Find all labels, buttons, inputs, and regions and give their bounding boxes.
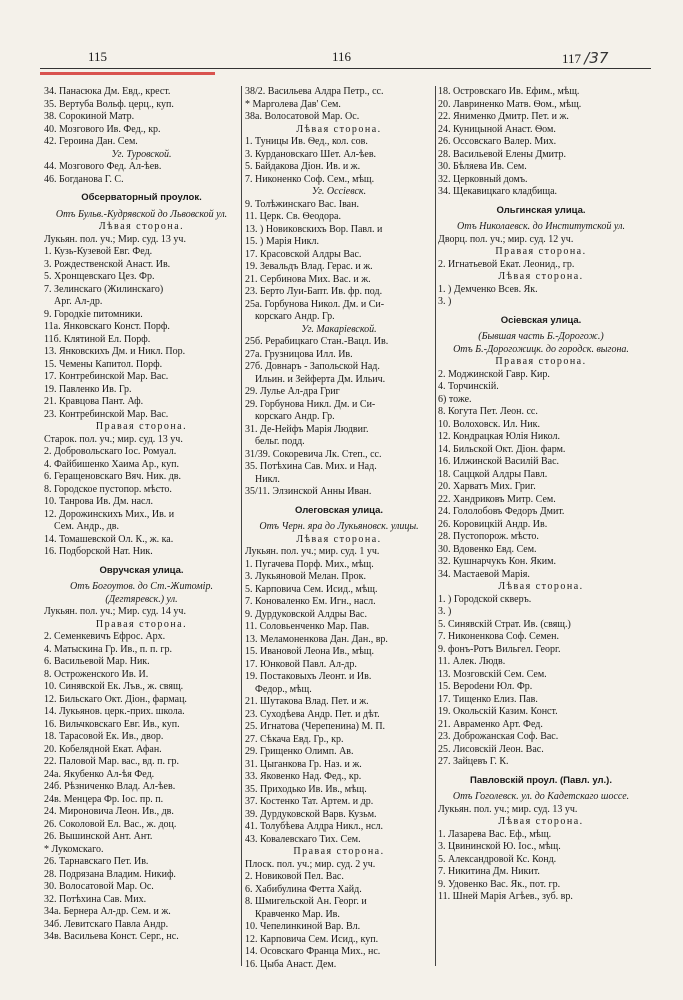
entry-line: 32. Кушнарчукъ Кон. Яким. [438, 556, 556, 567]
entry-line: 27. Сѣкача Евд. Гр., кр. [245, 733, 344, 745]
entry-line: Лукьян. пол. уч.; мир. суд. 1 уч. [245, 546, 380, 557]
entry-line: 11. Церк. Св. Ѳеодора. [245, 211, 341, 222]
entry-line: 22. Паловой Мар. вас., вд. п. гр. [44, 756, 180, 767]
entry-continuation: Федор., мѣщ. [255, 683, 312, 695]
entry-line: 9. фонъ-Ротъ Вильгел. Георг. [438, 643, 561, 655]
section-subtitle: Отъ Гоголевск. ул. до Кадетскаго шоссе. [452, 791, 630, 802]
section-subtitle: Отъ Бульв.-Кудрявской до Львовской ул. [55, 208, 228, 220]
column-1 [44, 86, 239, 944]
side-heading: Правая сторона. [495, 356, 587, 367]
entry-line: 27б. Довнаръ - Запольской Над. [245, 361, 380, 372]
entry-line: 27. Зайцевъ Г. К. [438, 756, 509, 767]
entry-line: 24б. Рѣзниченко Влад. Ал-ѣев. [44, 781, 176, 792]
entry-line: 14. Осовскаго Франца Мих., нс. [245, 946, 381, 957]
entry-line: 21. Авраменко Арт. Фед. [438, 718, 543, 730]
entry-line: 24. Гололобовъ Федоръ Дмит. [438, 506, 565, 517]
street-heading: Осіевская улица. [500, 314, 582, 326]
entry-line: 43. Ковалевскаго Тих. Сем. [245, 833, 361, 845]
entry-line: 34. Мастаевой Марія. [438, 568, 530, 580]
entry-line: 9. Удовенко Вас. Як., пот. гр. [438, 878, 561, 890]
entry-line: 26. Тарнавскаго Пет. Ив. [44, 856, 149, 867]
entry-line: 9. Городкіе питомники. [44, 308, 143, 320]
side-heading: Правая сторона. [95, 618, 188, 630]
entry-line: 5. Синявскій Страт. Ив. (свящ.) [438, 618, 571, 630]
entry-line: 21. Кравцова Пант. Аф. [44, 396, 144, 407]
entry-line: 31. Цыганкова Гр. Наз. и ж. [245, 758, 362, 770]
section-subtitle: Отъ Николаевск. до Институтской ул. [457, 221, 625, 232]
entry-line: 25. Игнатова (Черепенина) М. П. [245, 721, 386, 732]
entry-line: 31/39. Сокоревича Лк. Степ., сс. [245, 448, 382, 460]
entry-line: 27а. Грузницова Илл. Ив. [245, 348, 353, 360]
red-underline [40, 72, 215, 75]
entry-line: 11. Соловьенченко Мар. Пав. [245, 621, 370, 632]
entry-line: 31. Де-Нейфъ Марія Людвиг. [245, 423, 369, 435]
entry-line: 41. Толубѣева Алдра Никл., нсл. [245, 821, 384, 832]
entry-line: 10. Волоховск. Ил. Ник. [438, 418, 541, 430]
entry-line: 18. Саццкой Алдры Павл. [438, 468, 548, 480]
entry-line: 2. Моджинской Гавр. Кир. [438, 368, 550, 380]
entry-line: 13. Меламоненкова Дан. Дан., вр. [245, 633, 388, 645]
entry-line: 16. Подборской Нат. Ник. [44, 546, 153, 557]
street-heading: Ольгинская улица. [496, 204, 586, 216]
side-heading: Правая сторона. [293, 846, 385, 857]
header-rule [40, 68, 651, 69]
entry-line: 7. Коноваленко Ем. Игн., насл. [245, 596, 376, 607]
entry-line: 22. Хандриковъ Митр. Сем. [438, 493, 556, 505]
entry-line: 11. Алек. Людв. [438, 656, 506, 667]
entry-line: Старок. пол. уч.; мир. суд. 13 уч. [44, 433, 183, 445]
section-subtitle: Отъ Черн. яра до Лукьяновск. улицы. [259, 521, 419, 532]
entry-line: 35. Потѣхина Сав. Мих. и Над. [245, 461, 377, 472]
side-heading: Правая сторона. [95, 421, 188, 432]
entry-line: 1. Кузь-Кузевой Евг. Фед. [44, 246, 153, 257]
page-number-handwritten: /37 [584, 49, 609, 67]
section-subtitle: Уг. Туровской. [111, 148, 172, 160]
side-heading: Лѣвая сторона. [296, 533, 382, 545]
entry-line: 5. Байдакова Діон. Ив. и ж. [245, 161, 361, 172]
entry-line: * Марголева Дав' Сем. [245, 98, 341, 110]
entry-line: Плоск. пол. уч.; мир. суд. 2 уч. [245, 858, 376, 870]
entry-line: 8. Шмигельской Ан. Георг. и [245, 896, 367, 907]
entry-line: 13. Янковскихъ Дм. и Никл. Пор. [44, 346, 186, 357]
entry-line: 30. Вдовенко Евд. Сем. [438, 543, 537, 555]
entry-line: 8. Когута Пет. Леон. сс. [438, 406, 538, 417]
page-number-right-printed: 117 [562, 51, 582, 66]
section-subtitle: Уг. Макаріевской. [301, 323, 377, 335]
entry-line: 5. Карповича Сем. Исид., мѣщ. [245, 583, 378, 595]
entry-line: 3. Цвининской Ю. Іос., мѣщ. [438, 841, 561, 852]
street-heading: Овручская улица. [99, 564, 184, 576]
entry-line: 15. Верodени Юл. Фр. [438, 681, 533, 692]
entry-line: 20. Харватъ Мих. Григ. [438, 481, 536, 492]
entry-line: 3. ) [438, 606, 452, 617]
entry-line: 39. Дурдуковской Варв. Кузьм. [245, 808, 377, 820]
entry-line: 28. Пустопорож. мѣсто. [438, 531, 539, 542]
entry-continuation: Арг. Ал-др. [54, 296, 103, 307]
entry-line: 16. Вильчковскаго Евг. Ив., куп. [44, 718, 180, 730]
entry-continuation: Сем. Андр., дв. [54, 521, 120, 532]
column-divider-2 [435, 86, 436, 966]
entry-line: 23. Доброжанская Соф. Вас. [438, 731, 559, 742]
entry-continuation: корскаго Андр. Гр. [255, 311, 335, 322]
entry-line: 46. Богданова Г. С. [44, 173, 124, 185]
entry-line: 1. Лазарева Вас. Еф., мѣщ. [438, 828, 552, 840]
entry-line: 8. Городское пустопор. мѣсто. [44, 483, 172, 495]
entry-line: 23. Берто Луи-Бапт. Ив. фр. под. [245, 286, 383, 297]
entry-line: 34. Щекавицкаго кладбища. [438, 186, 558, 197]
entry-line: 25. Лисовскій Леон. Вас. [438, 743, 544, 755]
entry-line: Лукьян. пол. уч.; мир. суд. 13 уч. [438, 803, 578, 815]
entry-continuation: Никл. [255, 473, 280, 485]
entry-line: 21. Шутакова Влад. Пет. и ж. [245, 696, 369, 707]
entry-line: 28. Подрязана Владим. Никиф. [44, 868, 176, 880]
entry-line: 33. Яковенко Над. Фед., кр. [245, 771, 362, 782]
entry-line: 42. Героина Дан. Сем. [44, 136, 138, 147]
entry-line: * Лукомскаго. [44, 843, 104, 855]
column-3 [438, 86, 644, 904]
entry-line: 6) тоже. [438, 393, 472, 405]
entry-line: 4. Торчинскій. [438, 381, 499, 392]
entry-line: 2. Добровольскаго Іос. Ромуал. [44, 446, 177, 457]
entry-line: 15. ) Марія Никл. [245, 236, 319, 247]
page-number-right [562, 49, 608, 67]
entry-line: 44. Мозгового Фед. Ал-ѣев. [44, 161, 162, 172]
entry-line: 35. Приходько Ив. Ив., мѣщ. [245, 783, 367, 795]
entry-line: 34а. Бернера Ал-др. Сем. и ж. [44, 906, 171, 917]
entry-line: 22. Янименко Дмитр. Пет. и ж. [438, 111, 569, 122]
section-subtitle: Отъ Б.-Дорогожицк. до городск. выгона. [453, 343, 629, 355]
entry-line: 34б. Левитскаго Павла Андр. [44, 918, 169, 930]
entry-line: 21. Сербинова Мих. Вас. и ж. [245, 273, 371, 285]
entry-line: 3. ) [438, 296, 452, 307]
entry-line: 4. Матыскина Гр. Ив., п. п. гр. [44, 643, 172, 655]
column-2 [245, 86, 433, 971]
entry-line: 17. Контребинской Мар. Вас. [44, 371, 169, 382]
entry-line: 34в. Васильева Конст. Серг., нс. [44, 931, 179, 942]
entry-line: 9. Дурдуковской Алдры Вас. [245, 608, 367, 620]
entry-line: 5. Александровой Кс. Конд. [438, 853, 557, 865]
entry-line: 16. Илжинской Василій Вас. [438, 456, 560, 467]
entry-line: Дворц. пол. уч.; мир. суд. 12 уч. [438, 233, 574, 245]
side-heading: Лѣвая сторона. [498, 581, 584, 592]
entry-line: Лукьян. пол. уч.; Мир. суд. 14 уч. [44, 606, 186, 617]
side-heading: Правая сторона. [495, 246, 587, 257]
entry-line: 7. Зелинскаго (Жилинскаго) [44, 283, 164, 295]
entry-line: 37. Костенко Тат. Артем. и др. [245, 796, 374, 807]
entry-line: 11б. Клятиной Ел. Порф. [44, 333, 151, 345]
street-heading: Павловскій проул. (Павл. ул.). [470, 774, 612, 786]
entry-line: 4. Файбишенко Хаима Ар., куп. [44, 458, 179, 470]
entry-line: 38. Сорокиной Матр. [44, 111, 135, 122]
entry-line: 19. Постаковыхъ Леонт. и Ив. [245, 671, 372, 682]
entry-line: 12. Карповича Сем. Исид., куп. [245, 933, 379, 945]
entry-line: 13. Мозговскій Сем. Сем. [438, 668, 547, 680]
entry-line: 35. Вертуба Вольф. церц., куп. [44, 98, 174, 110]
entry-continuation: Кравченко Мар. Ив. [255, 908, 340, 920]
entry-continuation: корскаго Андр. Гр. [255, 411, 335, 422]
entry-line: 25а. Горбунова Никол. Дм. и Си- [245, 298, 385, 310]
side-heading: Лѣвая сторона. [498, 271, 584, 282]
entry-line: 15. Чемены Капитол. Порф. [44, 358, 163, 370]
entry-line: 30. Волосатовой Мар. Ос. [44, 881, 154, 892]
entry-continuation: бельг. подд. [255, 436, 305, 447]
entry-line: 19. Павленко Ив. Гр. [44, 383, 132, 395]
entry-line: 5. Хронщевскаго Цез. Фр. [44, 271, 155, 282]
entry-line: 10. Чепелинкиной Вар. Вл. [245, 921, 361, 932]
entry-line: 12. Дорожинскихъ Мих., Ив. и [44, 508, 175, 520]
street-heading: Олеговская улица. [294, 504, 384, 516]
section-subtitle: (Бывшая часть Б.-Дорогож.) [478, 331, 604, 342]
entry-line: 11. Шней Марія Агѣев., зуб. вр. [438, 891, 573, 902]
entry-line: 19. Окольскій Казим. Конст. [438, 706, 558, 717]
entry-line: 10. Синявской Ек. Лъв., ж. свящ. [44, 681, 184, 692]
entry-line: 26. Вышинской Ант. Ант. [44, 831, 153, 842]
entry-line: 40. Мозгового Ив. Фед., кр. [44, 123, 161, 135]
entry-line: 24а. Якубенко Ал-ѣя Фед. [44, 768, 155, 780]
entry-line: 38а. Волосатовой Мар. Ос. [245, 111, 360, 122]
section-subtitle: Уг. Оссіевск. [311, 186, 367, 197]
entry-line: 3. Лукьяновой Мелан. Прок. [245, 571, 366, 582]
entry-line: 34. Панасюка Дм. Евд., крест. [44, 86, 171, 97]
entry-line: 14. Лукьянов. церк.-прих. школа. [44, 706, 185, 717]
entry-line: 35/11. Элзинской Анны Иван. [245, 486, 372, 497]
entry-line: 26. Соколовой Ел. Вас., ж. доц. [44, 818, 177, 830]
entry-line: 14. Томашевской Ол. К., ж. ка. [44, 533, 174, 545]
entry-line: 20. Кобелядной Екат. Афан. [44, 743, 162, 755]
entry-line: 7. Никоненкова Соф. Семен. [438, 631, 559, 642]
entry-line: 26. Коровицкій Андр. Ив. [438, 518, 548, 530]
entry-line: 6. Хабибулина Фетта Хайд. [245, 883, 362, 895]
entry-line: 2. Новиковой Пел. Вас. [245, 871, 344, 882]
entry-line: 29. Грищенко Олимп. Ав. [245, 746, 354, 757]
entry-line: 6. Геращеновскаго Вяч. Ник. дв. [44, 471, 182, 482]
entry-line: 3. Курдановскаго Шет. Ал-ѣев. [245, 148, 377, 160]
entry-line: 20. Лавриненко Матв. Ѳом., мѣщ. [438, 98, 582, 110]
column-divider-1 [241, 86, 242, 966]
side-heading: Лѣвая сторона. [296, 123, 382, 135]
entry-line: 23. Суходѣева Андр. Пет. и дѣт. [245, 708, 380, 720]
entry-line: 24. Мироновича Леон. Ив., дв. [44, 806, 174, 817]
entry-line: 1. ) Демченко Всев. Як. [438, 283, 538, 295]
entry-line: 24. Куницыной Анаст. Ѳом. [438, 123, 556, 135]
entry-line: 8. Остроженского Ив. И. [44, 668, 149, 680]
entry-line: 18. Тарасовой Ек. Ив., двор. [44, 731, 164, 742]
entry-line: 14. Бильской Окт. Діон. фарм. [438, 443, 566, 455]
entry-line: 1. Пугачева Порф. Мих., мѣщ. [245, 558, 374, 570]
entry-line: 17. Красовской Алдры Вас. [245, 248, 362, 260]
entry-line: 23. Контребинской Мар. Вас. [44, 408, 169, 420]
entry-line: 7. Никитина Дм. Никит. [438, 866, 540, 877]
entry-line: 2. Игнатьевой Екат. Леонид., гр. [438, 258, 575, 270]
entry-line: 26. Оссовскаго Валер. Мих. [438, 136, 557, 147]
entry-line: 3. Рождественской Анаст. Ив. [44, 258, 171, 270]
entry-line: 29. Горбунова Никл. Дм. и Си- [245, 398, 376, 410]
entry-line: 32. Потѣхина Сав. Мих. [44, 893, 147, 905]
side-heading: Лѣвая сторона. [498, 816, 584, 827]
section-subtitle: Отъ Богоутов. до Ст.-Житомір. (Дегтяревск.) ул. [70, 581, 213, 605]
entry-line: 9. Толѣжинскаго Вас. Іван. [245, 198, 359, 210]
entry-line: 17. Тищенко Елиз. Пав. [438, 693, 538, 705]
entry-line: 29. Лулье Ал-дра Григ [245, 386, 340, 397]
entry-line: 18. Островскаго Ив. Ефим., мѣщ. [438, 86, 580, 97]
entry-line: 7. Никоненко Соф. Сем., мѣщ. [245, 173, 375, 185]
entry-line: 15. Ивановой Леона Ив., мѣщ. [245, 646, 374, 657]
entry-line: 24в. Менцера Фр. Іос. пр. п. [44, 793, 164, 805]
entry-line: 17. Юнковой Павл. Ал-др. [245, 658, 357, 670]
entry-line: 10. Танрова Ив. Дм. насл. [44, 496, 153, 507]
entry-line: 6. Васильевой Мар. Ник. [44, 656, 150, 667]
street-heading: Обсерваторный проулок. [81, 192, 202, 203]
entry-line: 1. Туницы Ив. Ѳед., кол. сов. [245, 136, 368, 147]
entry-line: 13. ) Новиковскихъ Вор. Павл. и [245, 223, 383, 235]
entry-line: 28. Васильевой Елены Дмитр. [438, 148, 566, 160]
entry-line: 11а. Янковскаго Конст. Порф. [44, 321, 170, 332]
entry-line: 16. Цыба Анаст. Дем. [245, 958, 337, 970]
entry-line: 12. Бильскаго Окт. Діон., фармац. [44, 693, 187, 705]
entry-line: 25б. Рерабицкаго Стан.-Вацл. Ив. [245, 336, 389, 347]
entry-line: Лукьян. пол. уч.; Мир. суд. 13 уч. [44, 233, 186, 245]
side-heading: Лѣвая сторона. [98, 221, 185, 232]
entry-line: 12. Кондрацкая Юлія Никол. [438, 431, 560, 442]
entry-line: 1. ) Городской скверъ. [438, 593, 532, 605]
entry-line: 32. Церковный домъ. [438, 173, 528, 185]
page-number-center: 116 [332, 49, 352, 64]
entry-line: 2. Семенкевичъ Ефрос. Арх. [44, 631, 166, 642]
entry-line: 30. Бѣляева Ив. Сем. [438, 161, 527, 172]
entry-line: 38/2. Васильева Алдра Петр., сс. [245, 86, 384, 97]
page-number-left: 115 [88, 49, 108, 64]
entry-line: 19. Зевальдъ Влад. Герас. и ж. [245, 261, 373, 272]
entry-continuation: Ильин. и Зейферта Дм. Ильич. [255, 373, 386, 385]
